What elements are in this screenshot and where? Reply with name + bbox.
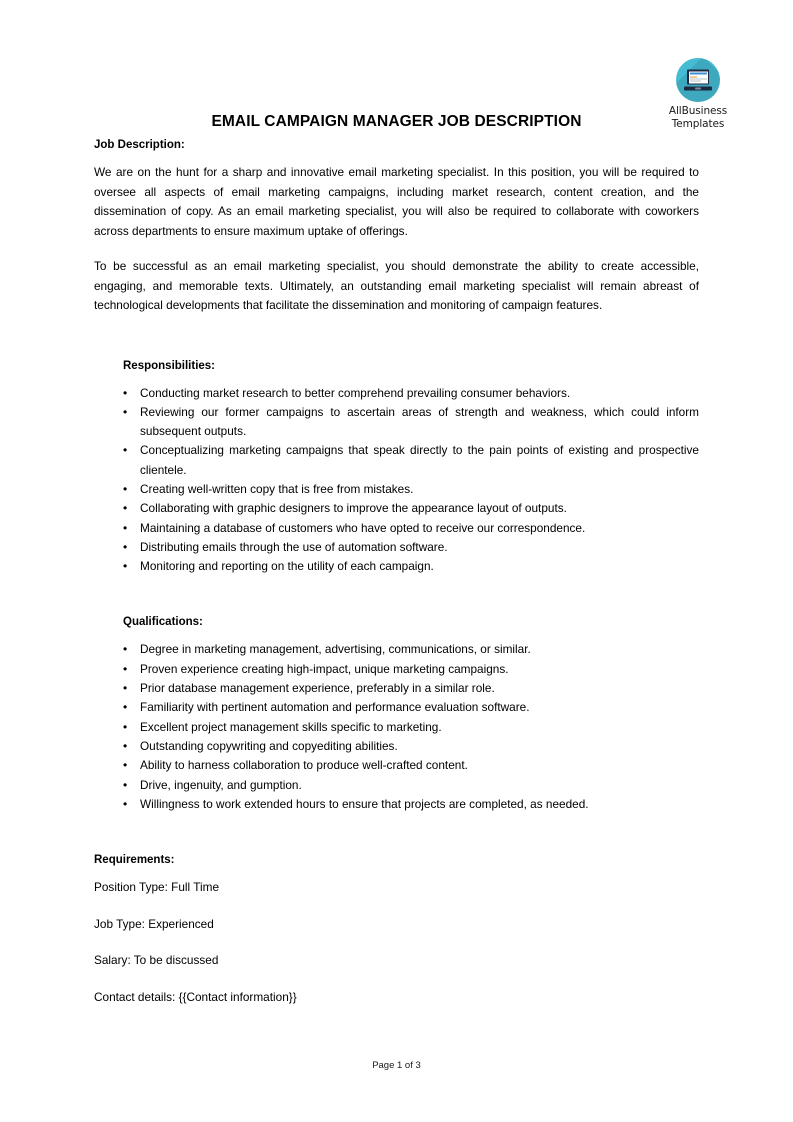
brand-name-line2: Templates bbox=[671, 117, 725, 130]
spacer bbox=[94, 576, 699, 616]
list-item: • Proven experience creating high-impact, unique marketing campaigns. bbox=[94, 660, 699, 679]
list-item: • Drive, ingenuity, and gumption. bbox=[94, 776, 699, 795]
requirement-position-type: Position Type: Full Time bbox=[94, 880, 220, 895]
spacer bbox=[94, 332, 699, 360]
laptop-content-line bbox=[690, 76, 698, 77]
qualifications-heading: Qualifications: bbox=[123, 616, 203, 629]
laptop-screen-inner bbox=[689, 71, 708, 83]
job-description-paragraph: We are on the hunt for a sharp and innovative email marketing specialist. In this position, you will be required to oversee all aspects of email marketing campaigns, including market research, content creation, and the dissemination of copy. As an email marketing specialist, you will also be required to collaborate with coworkers across departments to ensure maximum uptake of offerings. bbox=[94, 165, 699, 238]
spacer bbox=[94, 814, 699, 854]
requirement-contact-details: Contact details: {{Contact information}} bbox=[94, 989, 297, 1004]
list-item: • Willingness to work extended hours to ensure that projects are completed, as needed. bbox=[94, 795, 699, 814]
list-item: • Reviewing our former campaigns to ascertain areas of strength and weakness, which could inform subsequent outputs. bbox=[94, 403, 699, 442]
list-item: • Collaborating with graphic designers to improve the appearance layout of outputs. bbox=[94, 499, 699, 518]
laptop-screen bbox=[687, 70, 709, 85]
list-item: • Prior database management experience, preferably in a similar role. bbox=[94, 679, 699, 698]
list-item: • Creating well-written copy that is free from mistakes. bbox=[94, 480, 699, 499]
job-description-paragraph: To be successful as an email marketing specialist, you should demonstrate the ability to create accessible, engaging, and memorable texts. Ultimately, an outstanding email marketing specialist will remain abreast of technological developments that facilitate the dissemination and monitoring of campaign features. bbox=[94, 259, 699, 312]
laptop-glyph bbox=[684, 70, 712, 91]
laptop-content-line bbox=[690, 78, 707, 79]
requirement-salary: Salary: To be discussed bbox=[94, 953, 219, 968]
list-item: • Maintaining a database of customers who have opted to receive our correspondence. bbox=[94, 519, 699, 538]
laptop-content-line bbox=[690, 80, 701, 81]
brand-name-line1: AllBusiness bbox=[668, 105, 728, 117]
list-item: • Conducting market research to better comprehend prevailing consumer behaviors. bbox=[94, 384, 699, 403]
requirements-heading: Requirements: bbox=[94, 854, 175, 867]
list-item: • Familiarity with pertinent automation and performance evaluation software. bbox=[94, 698, 699, 717]
laptop-titlebar bbox=[690, 72, 707, 75]
list-item: • Degree in marketing management, advertising, communications, or similar. bbox=[94, 640, 699, 659]
list-item: • Outstanding copywriting and copyediting abilities. bbox=[94, 737, 699, 756]
list-item: • Distributing emails through the use of automation software. bbox=[94, 538, 699, 557]
list-item: • Excellent project management skills specific to marketing. bbox=[94, 718, 699, 737]
responsibilities-heading: Responsibilities: bbox=[123, 359, 216, 372]
list-item: • Ability to harness collaboration to produce well-crafted content. bbox=[94, 756, 699, 775]
list-item: • Conceptualizing marketing campaigns that speak directly to the pain points of existing and prospective clientele. bbox=[94, 441, 699, 480]
requirement-job-type: Job Type: Experienced bbox=[94, 916, 214, 931]
laptop-icon bbox=[676, 58, 720, 102]
page-footer: Page 1 of 3 bbox=[372, 1060, 421, 1071]
page-title: EMAIL CAMPAIGN MANAGER JOB DESCRIPTION bbox=[211, 113, 582, 130]
job-description-heading: Job Description: bbox=[94, 139, 185, 151]
qualifications-list bbox=[94, 640, 699, 814]
document-body bbox=[94, 139, 699, 1024]
list-item: • Monitoring and reporting on the utility of each campaign. bbox=[94, 557, 699, 576]
responsibilities-list bbox=[94, 384, 699, 577]
